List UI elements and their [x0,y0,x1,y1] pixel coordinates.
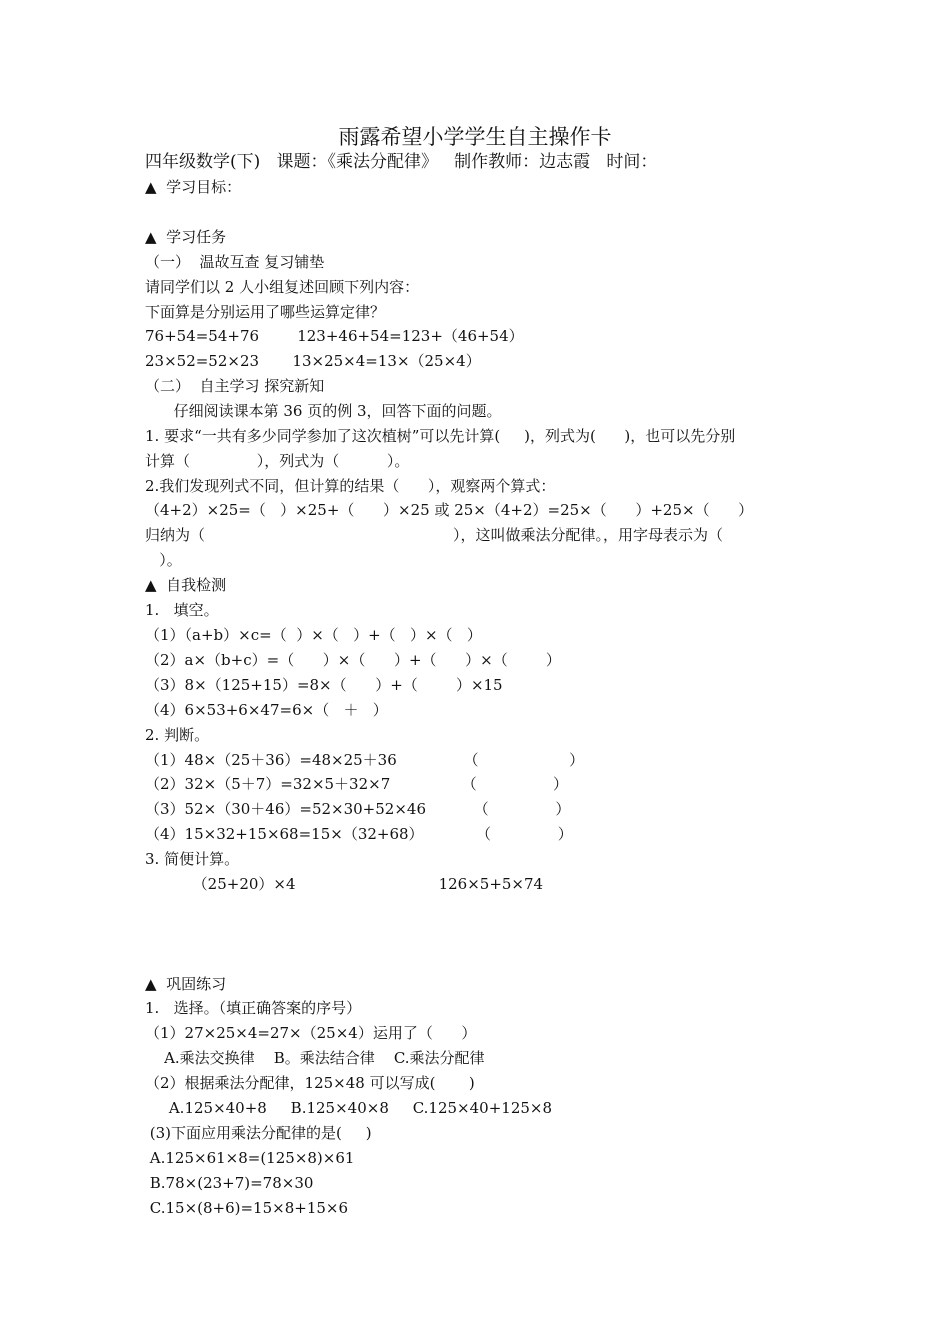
task-line: （4+2）×25=（ ）×25+（ ）×25 或 25×（4+2）=25×（ ）+25×（ ） [145,501,754,519]
section-learning-task: ▲ 学习任务 [145,228,227,246]
check-line: 1. 填空。 [145,601,219,619]
check-line: （3）52×（30＋46）=52×30+52×46 （ ） [145,800,571,818]
check-line: （1）（a+b）×c=（ ）×（ ）+（ ）×（ ） [145,626,482,644]
check-line: 3. 简便计算。 [145,850,240,868]
practice-line: A.乘法交换律 B。乘法结合律 C.乘法分配律 [145,1049,485,1067]
practice-line: (3)下面应用乘法分配律的是( ) [145,1124,372,1142]
practice-line: （2）根据乘法分配律，125×48 可以写成( ) [145,1074,475,1092]
task-line: ）。 [145,551,182,569]
section-practice: ▲ 巩固练习 [145,975,227,993]
check-line: （25+20）×4 126×5+5×74 [145,875,544,893]
check-line: （2）a×（b+c）=（ ）×（ ）+（ ）×（ ） [145,651,561,669]
practice-line: 1. 选择。（填正确答案的序号） [145,999,362,1017]
task-line: 下面算是分别运用了哪些运算定律？ [145,303,386,321]
check-line: （4）15×32+15×68=15×（32+68） （ ） [145,825,573,843]
task-line: （二） 自主学习 探究新知 [145,377,325,395]
check-line: 2. 判断。 [145,726,210,744]
practice-line: A.125×40+8 B.125×40×8 C.125×40+125×8 [145,1099,553,1117]
check-line: （3）8×（125+15）=8×（ ）+（ ）×15 [145,676,503,694]
section-self-check: ▲ 自我检测 [145,576,227,594]
task-line: 请同学们以 2 人小组复述回顾下列内容： [145,278,420,296]
check-line: （2）32×（5＋7）=32×5＋32×7 （ ） [145,775,569,793]
header-info: 四年级数学(下) 课题：《乘法分配律》 制作教师：边志霞 时间： [145,152,658,172]
task-line: 归纳为（ ），这叫做乘法分配律。，用字母表示为（ [145,526,723,544]
task-line: 仔细阅读课本第 36 页的例 3，回答下面的问题。 [145,402,502,420]
practice-line: C.15×(8+6)=15×8+15×6 [145,1199,349,1217]
task-line: 1. 要求“一共有多少同学参加了这次植树”可以先计算( )，列式为( )，也可以先分别 [145,427,736,445]
task-line: 76+54=54+76 123+46+54=123+（46+54） [145,327,524,345]
task-line: 计算（ ），列式为（ ）。 [145,452,410,470]
practice-line: B.78×(23+7)=78×30 [145,1174,314,1192]
practice-line: A.125×61×8=(125×8)×61 [145,1149,355,1167]
practice-line: （1）27×25×4=27×（25×4）运用了（ ） [145,1024,477,1042]
page-title: 雨露希望小学学生自主操作卡 [338,125,612,149]
check-line: （1）48×（25＋36）=48×25＋36 （ ） [145,751,585,769]
task-line: （一） 温故互查 复习铺垫 [145,253,325,271]
task-line: 2.我们发现列式不同，但计算的结果（ ），观察两个算式： [145,477,556,495]
section-learning-goal: ▲ 学习目标： [145,178,242,196]
check-line: （4）6×53+6×47=6×（ ＋ ） [145,701,388,719]
task-line: 23×52=52×23 13×25×4=13×（25×4） [145,352,481,370]
